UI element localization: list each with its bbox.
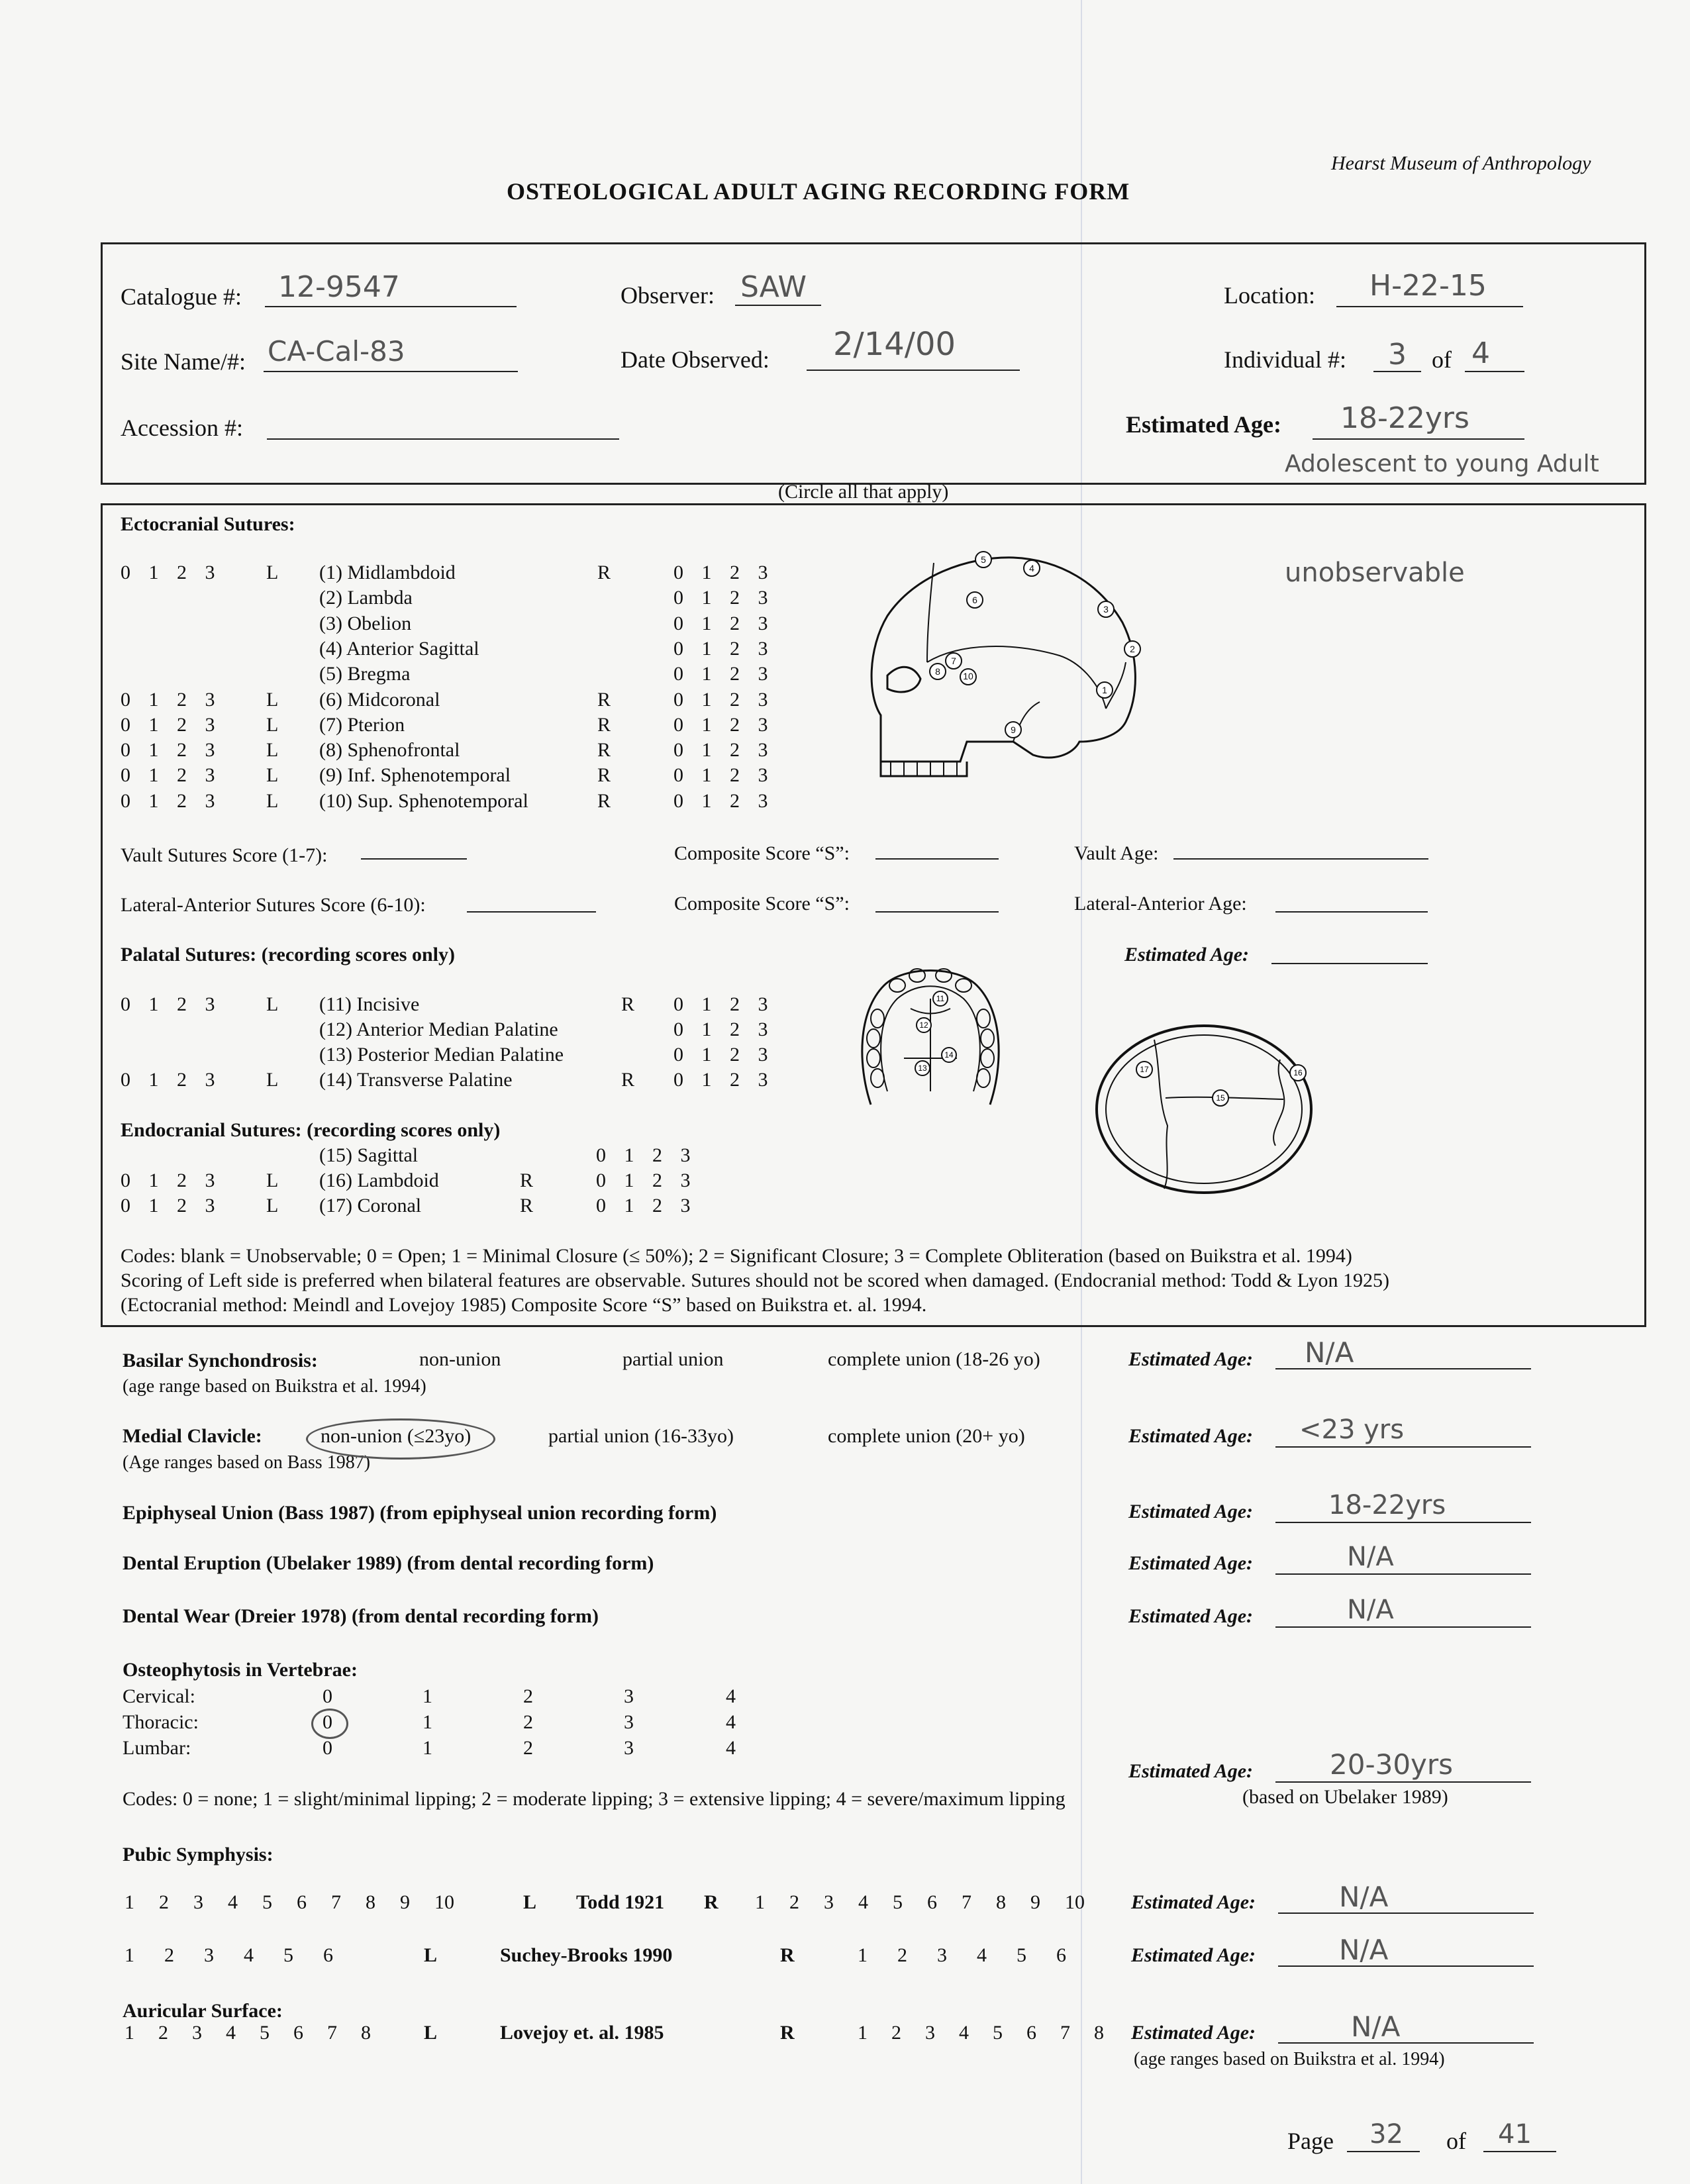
individual-total-field[interactable] [1465, 336, 1524, 372]
auricular-left-score[interactable]: 6 [293, 2022, 303, 2044]
ecto-suture-label: (6) Midcoronal [319, 688, 440, 711]
individual-total: 4 [1471, 336, 1490, 370]
est-age-value: 18-22yrs [1340, 401, 1469, 435]
endo-suture-label: (15) Sagittal [319, 1144, 419, 1166]
todd-label: Todd 1921 [576, 1891, 665, 1913]
todd-right-score[interactable]: 4 [858, 1891, 868, 1913]
accession-field[interactable] [267, 404, 619, 440]
suchey-right-score[interactable]: 6 [1056, 1944, 1066, 1966]
osteo-row-label: Lumbar: [123, 1737, 191, 1759]
est-age-label: Estimated Age: [1126, 411, 1281, 438]
osteo-row-label: Cervical: [123, 1685, 195, 1707]
auricular-heading: Auricular Surface: [123, 2000, 283, 2022]
basilar-opt-partial[interactable]: partial union [622, 1348, 724, 1370]
todd-right-score[interactable]: 1 [755, 1891, 765, 1913]
svg-text:2: 2 [1130, 644, 1135, 654]
dental-wear-est-value: N/A [1347, 1595, 1394, 1625]
ecto-suture-label: (1) Midlambdoid [319, 562, 456, 583]
ecto-left-scores[interactable]: 0 1 2 3 [121, 764, 222, 787]
clavicle-est-field[interactable] [1275, 1415, 1531, 1448]
pubic-heading: Pubic Symphysis: [123, 1844, 273, 1865]
epiphyseal-label: Epiphyseal Union (Bass 1987) (from epiphyseal union recording form) [123, 1502, 717, 1524]
ecto-R: R [597, 789, 611, 812]
svg-text:1: 1 [1102, 685, 1107, 695]
ecto-R: R [597, 739, 611, 762]
ecto-right-scores[interactable]: 0 1 2 3 [673, 612, 775, 634]
svg-text:8: 8 [935, 666, 940, 677]
accession-label: Accession #: [121, 415, 243, 441]
suchey-left-score[interactable]: 4 [244, 1944, 254, 1966]
osteo-score[interactable]: 0 [323, 1737, 332, 1759]
auricular-left-score[interactable]: 1 [124, 2022, 134, 2044]
ecto-R: R [597, 562, 611, 583]
ecto-L: L [266, 789, 279, 812]
todd-left-score[interactable]: 4 [228, 1891, 238, 1913]
ecto-right-scores[interactable]: 0 1 2 3 [673, 587, 775, 609]
auricular-right-score[interactable]: 8 [1094, 2022, 1104, 2044]
endo-left-scores[interactable]: 0 1 2 3 [121, 1169, 222, 1191]
auricular-left-score[interactable]: 7 [327, 2022, 337, 2044]
vault-score-label: Vault Sutures Score (1-7): [121, 844, 328, 866]
institution-name: Hearst Museum of Anthropology [1331, 152, 1591, 174]
osteo-score[interactable]: 1 [422, 1711, 432, 1733]
osteo-score[interactable]: 4 [726, 1737, 736, 1759]
svg-text:15: 15 [1216, 1093, 1225, 1103]
ecto-L: L [266, 688, 279, 711]
todd-R: R [704, 1891, 719, 1913]
suchey-left-score[interactable]: 5 [283, 1944, 293, 1966]
svg-text:16: 16 [1293, 1068, 1303, 1077]
endocranial-diagram [1091, 1020, 1317, 1199]
osteo-heading: Osteophytosis in Vertebrae: [123, 1659, 358, 1681]
location-field[interactable] [1336, 265, 1523, 307]
composite-field-2[interactable] [875, 911, 999, 913]
endo-suture-label: (17) Coronal [319, 1195, 422, 1216]
osteo-score[interactable]: 3 [624, 1711, 634, 1733]
ecto-right-scores[interactable]: 0 1 2 3 [673, 688, 775, 711]
endo-R: R [520, 1195, 534, 1216]
auricular-left-score[interactable]: 3 [192, 2022, 202, 2044]
ecto-right-scores[interactable]: 0 1 2 3 [673, 764, 775, 787]
svg-text:10: 10 [963, 671, 973, 681]
svg-text:3: 3 [1103, 604, 1109, 615]
individual-of: of [1432, 346, 1452, 373]
osteo-score[interactable]: 0 [323, 1711, 332, 1733]
ecto-R: R [597, 764, 611, 787]
todd-left-score[interactable]: 7 [331, 1891, 341, 1913]
suchey-L: L [424, 1944, 438, 1966]
ecto-left-scores[interactable]: 0 1 2 3 [121, 562, 222, 583]
ecto-suture-label: (2) Lambda [319, 587, 413, 609]
lat-age-field[interactable] [1275, 911, 1428, 913]
ecto-left-scores[interactable]: 0 1 2 3 [121, 713, 222, 736]
palatal-L: L [266, 1069, 279, 1091]
suchey-right-score[interactable]: 2 [897, 1944, 907, 1966]
palatal-left-scores[interactable]: 0 1 2 3 [121, 993, 222, 1015]
ecto-right-scores[interactable]: 0 1 2 3 [673, 739, 775, 762]
auricular-est-field[interactable] [1278, 2010, 1534, 2044]
observer-field[interactable] [735, 268, 821, 306]
auricular-label: Lovejoy et. al. 1985 [500, 2022, 664, 2044]
auricular-left-score[interactable]: 4 [226, 2022, 236, 2044]
auricular-est-label: Estimated Age: [1131, 2022, 1256, 2044]
svg-text:12: 12 [919, 1020, 928, 1030]
lat-age-label: Lateral-Anterior Age: [1074, 893, 1247, 915]
basilar-est-value: N/A [1305, 1336, 1354, 1369]
ecto-right-scores[interactable]: 0 1 2 3 [673, 713, 775, 736]
osteo-est-field[interactable] [1275, 1748, 1531, 1783]
ecto-left-scores[interactable]: 0 1 2 3 [121, 688, 222, 711]
osteo-based: (based on Ubelaker 1989) [1242, 1786, 1448, 1808]
form-title: OSTEOLOGICAL ADULT AGING RECORDING FORM [507, 178, 1130, 205]
palatal-suture-label: (14) Transverse Palatine [319, 1069, 513, 1091]
clavicle-est-label: Estimated Age: [1128, 1425, 1254, 1447]
palatal-left-scores[interactable]: 0 1 2 3 [121, 1069, 222, 1091]
svg-text:5: 5 [981, 554, 986, 565]
basilar-opt-nonunion[interactable]: non-union [419, 1348, 501, 1370]
codes-line-3: (Ectocranial method: Meindl and Lovejoy 1985) Composite Score “S” based on Buikstra et. al. 1994. [121, 1294, 927, 1316]
auricular-R: R [780, 2022, 795, 2044]
lat-score-field[interactable] [467, 911, 596, 913]
clavicle-opt-complete[interactable]: complete union (20+ yo) [828, 1425, 1025, 1447]
endo-heading: Endocranial Sutures: (recording scores only) [121, 1119, 501, 1141]
auricular-right-score[interactable]: 3 [925, 2022, 935, 2044]
todd-left-score[interactable]: 6 [297, 1891, 307, 1913]
palate-diagram [851, 959, 1010, 1118]
todd-right-score[interactable]: 8 [996, 1891, 1006, 1913]
dental-eruption-est-value: N/A [1347, 1542, 1394, 1572]
palatal-L: L [266, 993, 279, 1015]
catalogue-label: Catalogue #: [121, 283, 242, 310]
dental-eruption-est-field[interactable] [1275, 1542, 1531, 1575]
basilar-est-field[interactable] [1275, 1336, 1531, 1369]
todd-right-score[interactable]: 9 [1030, 1891, 1040, 1913]
auricular-left-score[interactable]: 2 [158, 2022, 168, 2044]
ecto-suture-label: (10) Sup. Sphenotemporal [319, 789, 528, 812]
osteo-est-value: 20-30yrs [1330, 1748, 1454, 1781]
ecto-heading: Ectocranial Sutures: [121, 513, 295, 535]
suchey-right-score[interactable]: 5 [1017, 1944, 1026, 1966]
endo-L: L [266, 1195, 279, 1216]
suchey-est-field[interactable] [1278, 1934, 1534, 1967]
date-label: Date Observed: [621, 346, 770, 373]
vault-age-field[interactable] [1173, 858, 1428, 860]
auricular-right-score[interactable]: 2 [891, 2022, 901, 2044]
auricular-note: (age ranges based on Buikstra et al. 1994) [1134, 2049, 1445, 2069]
endo-scores[interactable]: 0 1 2 3 [596, 1144, 697, 1166]
palatal-R: R [621, 1069, 635, 1091]
ecto-suture-label: (4) Anterior Sagittal [319, 637, 479, 660]
observer-label: Observer: [621, 282, 715, 309]
clavicle-sub: (Age ranges based on Bass 1987) [123, 1452, 371, 1473]
basilar-opt-complete[interactable]: complete union (18-26 yo) [828, 1348, 1040, 1370]
clavicle-opt-partial[interactable]: partial union (16-33yo) [548, 1425, 734, 1447]
ecto-note: unobservable [1285, 558, 1465, 588]
palatal-est-age-field[interactable] [1271, 963, 1428, 964]
svg-text:9: 9 [1011, 724, 1016, 735]
ecto-right-scores[interactable]: 0 1 2 3 [673, 562, 775, 583]
auricular-left-score[interactable]: 5 [260, 2022, 270, 2044]
auricular-L: L [424, 2022, 438, 2044]
codes-line-2: Scoring of Left side is preferred when bilateral features are observable. Sutures should not be scored when damaged. (Endocranial method: Todd & Lyon 1925) [121, 1269, 1389, 1291]
suchey-right-score[interactable]: 3 [937, 1944, 947, 1966]
page-label: Page [1287, 2128, 1334, 2154]
osteo-score[interactable]: 2 [523, 1737, 533, 1759]
est-age-field[interactable] [1313, 400, 1524, 440]
clavicle-opt-nonunion[interactable]: non-union (≤23yo) [321, 1425, 472, 1447]
endo-left-scores[interactable]: 0 1 2 3 [121, 1195, 222, 1216]
todd-left-score[interactable]: 8 [366, 1891, 375, 1913]
page-of: of [1446, 2128, 1466, 2154]
clavicle-label: Medial Clavicle: [123, 1425, 262, 1447]
todd-right-score[interactable]: 7 [962, 1891, 971, 1913]
osteo-score[interactable]: 1 [422, 1737, 432, 1759]
ecto-suture-label: (9) Inf. Sphenotemporal [319, 764, 511, 787]
todd-right-score[interactable]: 10 [1065, 1891, 1085, 1913]
todd-right-score[interactable]: 2 [789, 1891, 799, 1913]
todd-left-score[interactable]: 3 [193, 1891, 203, 1913]
thoracic-selected-circle [311, 1709, 348, 1739]
ecto-R: R [597, 688, 611, 711]
svg-text:17: 17 [1140, 1065, 1149, 1074]
auricular-right-score[interactable]: 7 [1060, 2022, 1070, 2044]
endo-suture-label: (16) Lambdoid [319, 1169, 439, 1191]
ecto-right-scores[interactable]: 0 1 2 3 [673, 637, 775, 660]
ecto-right-scores[interactable]: 0 1 2 3 [673, 663, 775, 685]
svg-text:6: 6 [972, 595, 977, 605]
todd-left-score[interactable]: 10 [434, 1891, 454, 1913]
endo-L: L [266, 1169, 279, 1191]
osteo-codes: Codes: 0 = none; 1 = slight/minimal lipping; 2 = moderate lipping; 3 = extensive lipping; 4 = severe/maximum lipping [123, 1788, 1066, 1810]
ecto-suture-label: (5) Bregma [319, 663, 411, 685]
auricular-right-score[interactable]: 5 [993, 2022, 1003, 2044]
todd-right-score[interactable]: 3 [824, 1891, 834, 1913]
todd-left-score[interactable]: 2 [159, 1891, 169, 1913]
ecto-L: L [266, 562, 279, 583]
auricular-right-score[interactable]: 1 [858, 2022, 868, 2044]
palatal-right-scores[interactable]: 0 1 2 3 [673, 1018, 775, 1040]
catalogue-field[interactable] [265, 265, 517, 307]
todd-right-score[interactable]: 6 [927, 1891, 937, 1913]
todd-left-score[interactable]: 9 [400, 1891, 410, 1913]
basilar-est-label: Estimated Age: [1128, 1348, 1254, 1370]
page-total-field[interactable] [1483, 2119, 1556, 2152]
dental-eruption-label: Dental Eruption (Ubelaker 1989) (from dental recording form) [123, 1552, 654, 1574]
dental-wear-est-field[interactable] [1275, 1595, 1531, 1628]
site-label: Site Name/#: [121, 348, 246, 375]
osteo-score[interactable]: 0 [323, 1685, 332, 1707]
auricular-est-value: N/A [1351, 2010, 1401, 2043]
palatal-suture-label: (11) Incisive [319, 993, 420, 1015]
suchey-R: R [780, 1944, 795, 1966]
todd-left-score[interactable]: 1 [124, 1891, 134, 1913]
ecto-suture-label: (7) Pterion [319, 713, 405, 736]
suchey-left-score[interactable]: 2 [164, 1944, 174, 1966]
osteo-score[interactable]: 3 [624, 1737, 634, 1759]
individual-value: 3 [1388, 338, 1407, 372]
skull-lateral-diagram [861, 543, 1159, 788]
svg-text:13: 13 [918, 1064, 927, 1073]
suchey-left-score[interactable]: 1 [124, 1944, 134, 1966]
todd-est-field[interactable] [1278, 1881, 1534, 1914]
ecto-L: L [266, 739, 279, 762]
site-field[interactable] [264, 331, 518, 372]
suchey-est-label: Estimated Age: [1131, 1944, 1256, 1966]
osteo-est-label: Estimated Age: [1128, 1760, 1254, 1782]
palatal-R: R [621, 993, 635, 1015]
svg-text:14: 14 [944, 1050, 954, 1060]
dental-eruption-est-label: Estimated Age: [1128, 1552, 1254, 1574]
auricular-left-score[interactable]: 8 [361, 2022, 371, 2044]
vault-score-field[interactable] [361, 858, 467, 860]
osteo-score[interactable]: 1 [422, 1685, 432, 1707]
osteo-score[interactable]: 2 [523, 1685, 533, 1707]
basilar-label: Basilar Synchondrosis: [123, 1350, 318, 1371]
ecto-left-scores[interactable]: 0 1 2 3 [121, 789, 222, 812]
palatal-heading: Palatal Sutures: (recording scores only) [121, 944, 455, 966]
est-age-note: Adolescent to young Adult [1285, 450, 1599, 477]
date-field[interactable] [807, 322, 1020, 371]
todd-left-score[interactable]: 5 [262, 1891, 272, 1913]
date-value: 2/14/00 [833, 326, 956, 363]
todd-est-label: Estimated Age: [1131, 1891, 1256, 1913]
todd-right-score[interactable]: 5 [893, 1891, 903, 1913]
suchey-right-score[interactable]: 4 [977, 1944, 987, 1966]
suchey-label: Suchey-Brooks 1990 [500, 1944, 673, 1966]
codes-line-1: Codes: blank = Unobservable; 0 = Open; 1 = Minimal Closure (≤ 50%); 2 = Significant Closure; 3 = Complete Obliteration (based on Buikstra et al. 1994) [121, 1245, 1352, 1267]
epiphyseal-est-label: Estimated Age: [1128, 1501, 1254, 1522]
suchey-est-value: N/A [1339, 1934, 1389, 1966]
ecto-suture-label: (8) Sphenofrontal [319, 739, 460, 762]
osteo-score[interactable]: 4 [726, 1685, 736, 1707]
endo-R: R [520, 1169, 534, 1191]
observer-value: SAW [740, 270, 807, 304]
osteo-score[interactable]: 4 [726, 1711, 736, 1733]
endo-scores[interactable]: 0 1 2 3 [596, 1195, 697, 1216]
ecto-L: L [266, 764, 279, 787]
page-total: 41 [1498, 2119, 1532, 2150]
auricular-right-score[interactable]: 4 [959, 2022, 969, 2044]
site-value: CA-Cal-83 [268, 335, 405, 368]
epiphyseal-est-field[interactable] [1275, 1490, 1531, 1523]
palatal-suture-label: (12) Anterior Median Palatine [319, 1018, 558, 1040]
todd-est-value: N/A [1339, 1881, 1389, 1913]
page-number-field[interactable] [1347, 2119, 1420, 2152]
location-value: H-22-15 [1369, 269, 1487, 303]
suchey-left-score[interactable]: 3 [204, 1944, 214, 1966]
location-label: Location: [1224, 282, 1315, 309]
endo-scores[interactable]: 0 1 2 3 [596, 1169, 697, 1191]
individual-label: Individual #: [1224, 346, 1346, 373]
dental-wear-label: Dental Wear (Dreier 1978) (from dental recording form) [123, 1605, 599, 1627]
composite-label-2: Composite Score “S”: [674, 893, 850, 915]
palatal-est-age-label: Estimated Age: [1124, 944, 1250, 966]
palatal-right-scores[interactable]: 0 1 2 3 [673, 1069, 775, 1091]
svg-text:11: 11 [936, 994, 945, 1003]
epiphyseal-est-value: 18-22yrs [1328, 1490, 1446, 1520]
suchey-right-score[interactable]: 1 [858, 1944, 868, 1966]
auricular-right-score[interactable]: 6 [1026, 2022, 1036, 2044]
vault-age-label: Vault Age: [1074, 842, 1159, 864]
composite-field-1[interactable] [875, 858, 999, 860]
clavicle-est-value: <23 yrs [1299, 1415, 1405, 1445]
svg-text:7: 7 [951, 656, 956, 666]
suchey-left-score[interactable]: 6 [323, 1944, 333, 1966]
dental-wear-est-label: Estimated Age: [1128, 1605, 1254, 1627]
basilar-sub: (age range based on Buikstra et al. 1994) [123, 1376, 426, 1397]
ecto-right-scores[interactable]: 0 1 2 3 [673, 789, 775, 812]
individual-field[interactable] [1373, 336, 1421, 372]
lat-score-label: Lateral-Anterior Sutures Score (6-10): [121, 894, 426, 916]
osteo-score[interactable]: 3 [624, 1685, 634, 1707]
ecto-L: L [266, 713, 279, 736]
ecto-suture-label: (3) Obelion [319, 612, 412, 634]
catalogue-value: 12-9547 [278, 270, 400, 304]
ecto-left-scores[interactable]: 0 1 2 3 [121, 739, 222, 762]
palatal-right-scores[interactable]: 0 1 2 3 [673, 993, 775, 1015]
ecto-R: R [597, 713, 611, 736]
svg-text:4: 4 [1029, 563, 1034, 573]
composite-label-1: Composite Score “S”: [674, 842, 850, 864]
osteo-row-label: Thoracic: [123, 1711, 199, 1733]
page-number: 32 [1369, 2119, 1403, 2150]
todd-L: L [523, 1891, 537, 1913]
palatal-right-scores[interactable]: 0 1 2 3 [673, 1044, 775, 1066]
circle-all-note: (Circle all that apply) [778, 481, 949, 503]
osteo-score[interactable]: 2 [523, 1711, 533, 1733]
palatal-suture-label: (13) Posterior Median Palatine [319, 1044, 564, 1066]
